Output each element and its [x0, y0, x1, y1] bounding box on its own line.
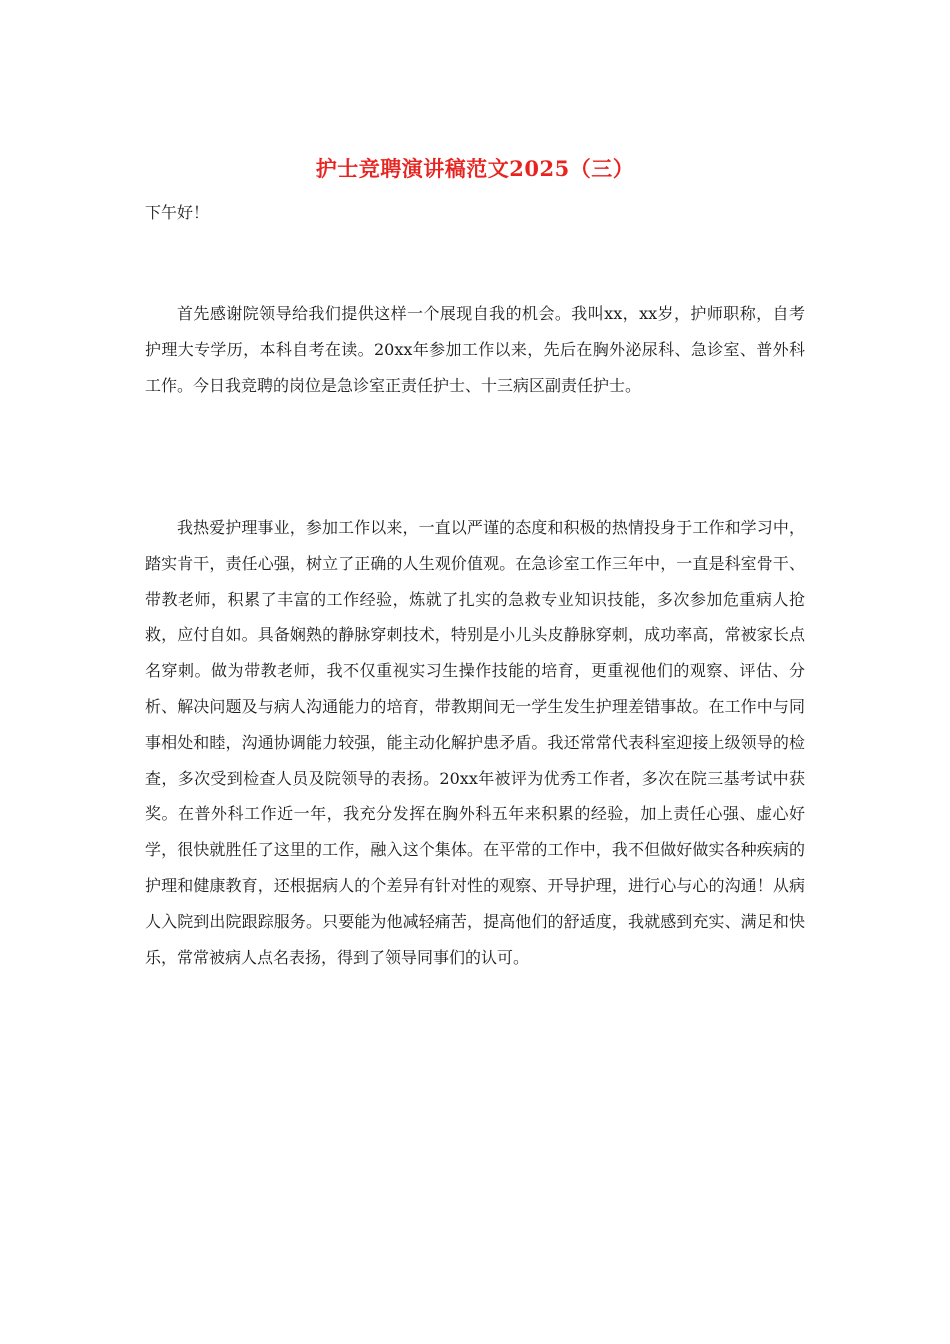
- greeting-text: 下午好！: [145, 203, 210, 222]
- paragraph-1: 首先感谢院领导给我们提供这样一个展现自我的机会。我叫xx，xx岁，护师职称，自考护理大专学历，本科自考在读。20xx年参加工作以来，先后在胸外泌尿科、急诊室、普外科工作。今日我竞聘的岗位是急诊室正责任护士、十三病区副责任护士。: [145, 304, 805, 395]
- paragraph-2: 我热爱护理事业，参加工作以来，一直以严谨的态度和积极的热情投身于工作和学习中，踏实肯干，责任心强，树立了正确的人生观价值观。在急诊室工作三年中，一直是科室骨干、带教老师，积累了丰富的工作经验，炼就了扎实的急救专业知识技能，多次参加危重病人抢救，应付自如。具备娴熟的静脉穿刺技术，特别是小儿头皮静脉穿刺，成功率高，常被家长点名穿刺。做为带教老师，我不仅重视实习生操作技能的培育，更重视他们的观察、评估、分析、解决问题及与病人沟通能力的培育，带教期间无一学生发生护理差错事故。在工作中与同事相处和睦，沟通协调能力较强，能主动化解护患矛盾。我还常常代表科室迎接上级领导的检查，多次受到检查人员及院领导的表扬。20xx年被评为优秀工作者，多次在院三基考试中获奖。在普外科工作近一年，我充分发挥在胸外科五年来积累的经验，加上责任心强、虚心好学，很快就胜任了这里的工作，融入这个集体。在平常的工作中，我不但做好做实各种疾病的护理和健康教育，还根据病人的个差异有针对性的观察、开导护理，进行心与心的沟通！从病人入院到出院跟踪服务。只要能为他减轻痛苦，提高他们的舒适度，我就感到充实、满足和快乐，常常被病人点名表扬，得到了领导同事们的认可。: [145, 518, 805, 967]
- document-title: 护士竞聘演讲稿范文2025（三）: [315, 156, 635, 181]
